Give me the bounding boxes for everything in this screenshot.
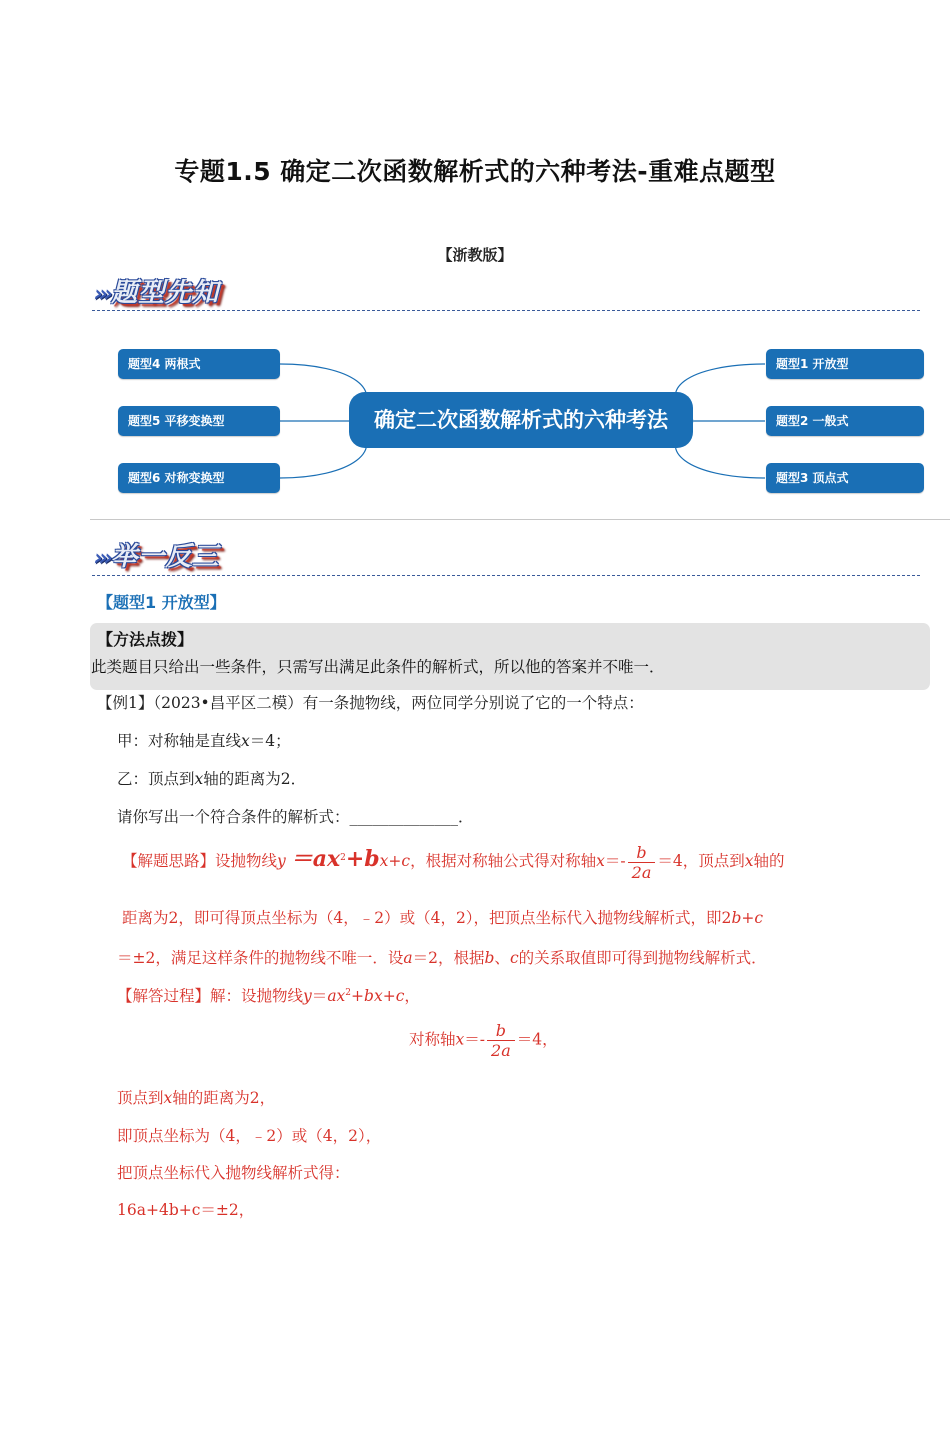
method-text: 此类题目只给出一些条件，只需写出满足此条件的解析式，所以他的答案并不唯一． bbox=[91, 658, 665, 676]
banner-knowledge bbox=[94, 272, 219, 309]
mindmap-node-type4: 题型4 两根式 bbox=[118, 349, 280, 379]
mindmap-node-type1: 题型1 开放型 bbox=[766, 349, 924, 379]
solution-step-3: 把顶点坐标代入抛物线解析式得： bbox=[117, 1164, 350, 1182]
solution-step-2: 即顶点坐标为（4，﹣2）或（4，2）， bbox=[117, 1127, 382, 1145]
divider bbox=[92, 310, 920, 311]
banner-practice-text: 举一反三 bbox=[111, 542, 220, 572]
banner-arrows-icon: ››› bbox=[94, 546, 110, 571]
example-question: 请你写出一个符合条件的解析式：______________． bbox=[117, 808, 474, 826]
solution-process-line1: 【解答过程】解：设抛物线$y=ax^2+bx+c$， bbox=[117, 987, 420, 1005]
mindmap-node-type3: 题型3 顶点式 bbox=[766, 463, 924, 493]
example-condition-jia: 甲：对称轴是直线x＝4； bbox=[117, 732, 291, 750]
mindmap-center: 确定二次函数解析式的六种考法 bbox=[349, 392, 693, 448]
solution-step-4: 16a+4b+c＝±2， bbox=[117, 1201, 255, 1219]
solution-idea-label: 【解题思路】 bbox=[122, 852, 216, 870]
mindmap-node-type5: 题型5 平移变换型 bbox=[118, 406, 280, 436]
divider bbox=[92, 575, 920, 576]
banner-knowledge-text: 题型先知 bbox=[111, 278, 220, 308]
solution-step-1: 顶点到x轴的距离为2， bbox=[117, 1089, 276, 1107]
mindmap-node-type6: 题型6 对称变换型 bbox=[118, 463, 280, 493]
solution-axis-formula: 对称轴x＝- $\frac{b}{2a}$ ＝4， bbox=[409, 1021, 558, 1060]
type-heading: 【题型1 开放型】 bbox=[97, 593, 226, 612]
mindmap-node-type2: 题型2 一般式 bbox=[766, 406, 924, 436]
solution-process-label: 【解答过程】 bbox=[117, 987, 211, 1005]
method-title: 【方法点拨】 bbox=[97, 630, 194, 649]
example-intro: 【例1】（2023•昌平区二模）有一条抛物线，两位同学分别说了它的一个特点： bbox=[97, 694, 644, 712]
example-condition-yi: 乙：顶点到x轴的距离为2． bbox=[117, 770, 307, 788]
solution-idea-line1: 【解题思路】设抛物线$y =ax^2+bx+c$，根据对称轴公式得对称轴x＝- $\frac{b}{2a}$ ＝4，顶点到x轴的 bbox=[122, 842, 785, 882]
banner-arrows-icon: ››› bbox=[94, 282, 110, 307]
solution-idea-line3: ＝±2，满足这样条件的抛物线不唯一．设a＝2，根据b、c的关系取值即可得到抛物线解析式． bbox=[117, 949, 767, 967]
banner-practice bbox=[94, 536, 219, 573]
solution-idea-line2: 距离为2，即可得顶点坐标为（4，﹣2）或（4，2），把顶点坐标代入抛物线解析式，即2b+c bbox=[122, 909, 764, 927]
edition-label: 【浙教版】 bbox=[437, 246, 513, 264]
page-title: 专题1.5 确定二次函数解析式的六种考法-重难点题型 bbox=[174, 157, 776, 186]
